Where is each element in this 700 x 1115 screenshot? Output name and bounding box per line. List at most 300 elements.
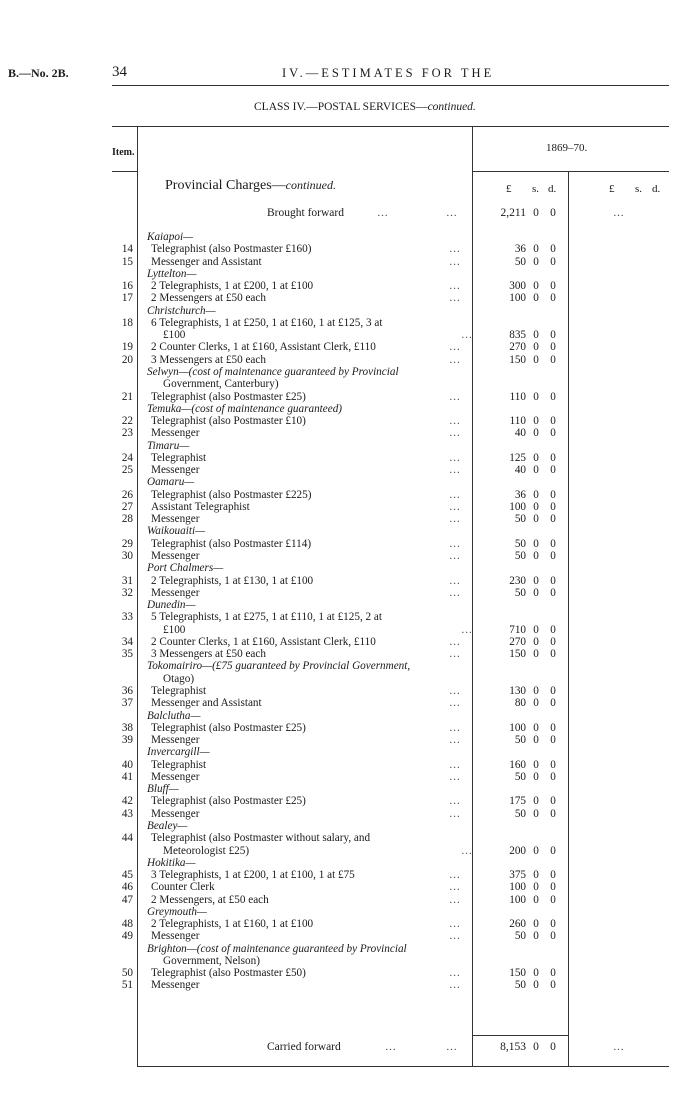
dot-leaders: … [449,292,462,305]
amount-shillings: 0 [533,574,539,587]
dot-leaders: … [449,464,462,477]
carried-forward-shillings: 0 [533,1041,539,1053]
item-description [151,415,469,428]
brought-forward-amount: 2,211 [500,207,526,219]
station-heading [147,366,465,379]
table-row [0,967,700,980]
class-subtitle-text: CLASS IV.—POSTAL SERVICES— [254,101,428,113]
dot-leaders: … [449,537,462,550]
item-description [151,256,469,269]
station-heading-row [0,820,700,833]
amount-pence: 0 [550,734,556,747]
station-heading-row [0,305,700,318]
item-description-text: Telegraphist [151,451,207,464]
amount-pounds: 100 [509,500,526,513]
item-description-text: Messenger [151,979,200,992]
station-heading-row [0,231,700,244]
table-row [0,918,700,931]
amount-shillings: 0 [533,770,539,783]
item-number: 26 [121,488,133,501]
item-number: 16 [121,280,133,293]
item-description [151,869,469,882]
item-description-text: 3 Telegraphists, 1 at £200, 1 at £100, 1 at £75 [151,869,355,882]
year-header: 1869–70. [546,142,588,154]
amount-pence: 0 [550,329,556,342]
amount-pence: 0 [550,869,556,882]
amount-shillings: 0 [533,930,539,943]
item-description [151,427,469,440]
dot-leaders: … [449,488,462,501]
carried-forward-label: Carried forward [267,1041,341,1053]
item-description-text: Greymouth— [147,905,207,918]
amount-pounds: 710 [509,623,526,636]
table-row [0,930,700,943]
amount-pounds: 270 [509,341,526,354]
item-description [163,378,481,391]
dot-leaders: … [449,574,462,587]
amount-shillings: 0 [533,697,539,710]
amount-pence: 0 [550,770,556,783]
amount-pence: 0 [550,280,556,293]
amount-pence: 0 [550,427,556,440]
item-description-text: Kaiapoi— [147,231,194,243]
amount-pence: 0 [550,488,556,501]
item-description-text: Telegraphist (also Postmaster £114) [151,537,312,550]
amount-pence: 0 [550,537,556,550]
item-description [163,673,481,686]
brought-forward-shillings: 0 [533,207,539,219]
brought-forward-leader: … [377,207,389,219]
amount-pence: 0 [550,918,556,931]
amount-shillings: 0 [533,427,539,440]
table-row [0,329,700,342]
amount-shillings: 0 [533,537,539,550]
item-description-text: Otago) [163,672,195,685]
table-row [0,243,700,256]
amount-pounds: 36 [514,243,526,256]
dot-leaders: … [449,684,462,697]
table-row [0,354,700,367]
dot-leaders: … [449,586,462,599]
pence-col-header: d. [548,183,557,195]
station-heading-row [0,403,700,416]
amount-shillings: 0 [533,586,539,599]
item-description-text: Telegraphist (also Postmaster without salary, and [151,832,371,845]
item-description [151,611,469,624]
amount-pence: 0 [550,255,556,268]
dot-leaders: … [449,734,462,747]
item-description-text: Brighton—(cost of maintenance guaranteed by Provincial [147,942,407,955]
item-number: 40 [121,758,133,771]
amount-pounds: 375 [509,869,526,882]
table-row [0,734,700,747]
amount-pence: 0 [550,795,556,808]
item-description [163,845,481,858]
item-description-text: 2 Messengers, at £50 each [151,893,269,906]
table-row [0,832,700,845]
amount-shillings: 0 [533,341,539,354]
station-heading [147,231,465,244]
item-description-text: Telegraphist (also Postmaster £25) [151,390,306,403]
amount-pounds: 50 [514,537,526,550]
item-description [151,575,469,588]
item-number: 15 [121,255,133,268]
section-heading-text: Provincial Charges— [165,178,286,193]
amount-pounds: 150 [509,967,526,980]
amount-shillings: 0 [533,893,539,906]
station-heading-row [0,440,700,453]
item-number: 17 [121,292,133,305]
item-description [151,759,469,772]
item-description [151,930,469,943]
item-description [151,648,469,661]
item-number: 21 [121,390,133,403]
item-number: 33 [121,611,133,624]
amount-shillings: 0 [533,648,539,661]
station-heading-row [0,660,700,673]
item-description [151,918,469,931]
table-row [0,979,700,992]
carried-forward-amount: 8,153 [500,1041,526,1053]
amount-pence: 0 [550,623,556,636]
item-description-text: Bluff— [147,783,179,796]
amount-pence: 0 [550,684,556,697]
table-row [0,685,700,698]
dot-leaders: … [449,881,462,894]
table-row [0,845,700,858]
amount-shillings: 0 [533,795,539,808]
item-description-text: Messenger and Assistant [151,255,262,268]
item-description-text: Telegraphist (also Postmaster £160) [151,243,312,256]
pence-col-header-2: d. [652,183,661,195]
amount-shillings: 0 [533,684,539,697]
amount-pence: 0 [550,758,556,771]
table-row [0,550,700,563]
item-number: 45 [121,869,133,882]
item-description-text: Waikouaiti— [147,525,206,538]
table-row [0,869,700,882]
item-description [151,685,469,698]
item-description-text: 2 Telegraphists, 1 at £130, 1 at £100 [151,574,314,587]
item-description-text: 2 Telegraphists, 1 at £200, 1 at £100 [151,280,314,293]
class-subtitle-cont: continued. [427,101,476,113]
amount-pounds: 50 [514,586,526,599]
table-row [0,341,700,354]
table-row [0,415,700,428]
carried-forward-leader: … [446,1041,458,1053]
amount-pounds: 150 [509,648,526,661]
item-description-text: Messenger [151,734,200,747]
item-number: 47 [121,893,133,906]
amount-pence: 0 [550,893,556,906]
amount-pence: 0 [550,930,556,943]
dot-leaders: … [449,513,462,526]
amount-pence: 0 [550,721,556,734]
item-description-text: Messenger [151,550,200,563]
item-description-text: 5 Telegraphists, 1 at £275, 1 at £110, 1 at £125, 2 at [151,611,383,624]
amount-pence: 0 [550,500,556,513]
station-heading-row [0,599,700,612]
item-description [151,734,469,747]
item-description [151,513,469,526]
table-row [0,636,700,649]
amount-pounds: 130 [509,684,526,697]
brought-forward-leader-2: … [613,207,625,219]
dot-leaders: … [449,807,462,820]
amount-shillings: 0 [533,881,539,894]
dot-leaders: … [449,550,462,563]
item-description-text: Telegraphist (also Postmaster £225) [151,488,312,501]
amount-shillings: 0 [533,758,539,771]
item-description-text: Messenger [151,513,200,526]
dot-leaders: … [449,427,462,440]
station-heading-row [0,525,700,538]
item-description-text: Messenger [151,930,200,943]
item-description-text: Christchurch— [147,304,216,317]
amount-pence: 0 [550,807,556,820]
amount-pence: 0 [550,881,556,894]
table-row [0,427,700,440]
amount-pounds: 150 [509,353,526,366]
table-row [0,464,700,477]
item-number: 27 [121,500,133,513]
amount-shillings: 0 [533,635,539,648]
page-number: 34 [112,64,127,80]
amount-pence: 0 [550,390,556,403]
item-number: 18 [121,316,133,329]
table-row [0,513,700,526]
item-column-header: Item. [112,147,135,158]
item-description-text: Timaru— [147,439,190,452]
dot-leaders: … [449,390,462,403]
amount-pence: 0 [550,341,556,354]
page-reference: B.—No. 2B. [8,66,69,80]
station-heading [147,710,465,723]
amount-pounds: 835 [509,329,526,342]
item-description-text: Tokomairiro—(£75 guaranteed by Provincial Government, [147,660,411,673]
amount-pounds: 50 [514,513,526,526]
table-row [0,501,700,514]
item-number: 29 [121,537,133,550]
table-row [0,489,700,502]
amount-shillings: 0 [533,329,539,342]
item-description [151,722,469,735]
station-heading [147,599,465,612]
item-description-text: Dunedin— [147,599,196,612]
amount-pounds: 160 [509,758,526,771]
brought-forward-pence: 0 [550,207,556,219]
amount-shillings: 0 [533,255,539,268]
item-number: 38 [121,721,133,734]
item-description-text: Messenger [151,586,200,599]
item-description [151,464,469,477]
dot-leaders: … [461,623,474,636]
item-number: 36 [121,684,133,697]
item-description-text: Messenger and Assistant [151,697,262,710]
station-heading [147,268,465,281]
amount-shillings: 0 [533,979,539,992]
item-description-text: Oamaru— [147,476,195,489]
amount-pounds: 270 [509,635,526,648]
item-description-text: Messenger [151,770,200,783]
item-description-text: 2 Counter Clerks, 1 at £160, Assistant Clerk, £110 [151,341,376,354]
item-number: 37 [121,697,133,710]
item-description [151,808,469,821]
dot-leaders: … [449,930,462,943]
dot-leaders: … [449,721,462,734]
table-row [0,673,700,686]
table-row [0,894,700,907]
amount-pounds: 50 [514,255,526,268]
item-description-text: 6 Telegraphists, 1 at £250, 1 at £160, 1 at £125, 3 at [151,316,383,329]
item-description-text: Selwyn—(cost of maintenance guaranteed by Provincial [147,365,399,378]
item-description-text: £100 [163,329,186,342]
item-description [151,795,469,808]
item-description [151,894,469,907]
item-description [151,341,469,354]
item-description-text: 3 Messengers at £50 each [151,648,266,661]
amount-pence: 0 [550,243,556,256]
dot-leaders: … [449,697,462,710]
item-description [151,501,469,514]
dot-leaders: … [449,918,462,931]
amount-pence: 0 [550,353,556,366]
item-number: 28 [121,513,133,526]
amount-shillings: 0 [533,807,539,820]
amount-pounds: 100 [509,292,526,305]
item-number: 46 [121,881,133,894]
station-heading [147,476,465,489]
amount-pence: 0 [550,513,556,526]
item-number: 39 [121,734,133,747]
amount-pounds: 100 [509,881,526,894]
table-row [0,317,700,330]
dot-leaders: … [449,280,462,293]
station-heading [147,820,465,833]
item-number: 50 [121,967,133,980]
station-heading [147,857,465,870]
dot-leaders: … [449,415,462,428]
station-heading [147,943,465,956]
item-description [151,452,469,465]
station-heading [147,525,465,538]
item-number: 41 [121,770,133,783]
amount-pounds: 100 [509,721,526,734]
item-description-text: 3 Messengers at £50 each [151,353,266,366]
item-description-text: Government, Canterbury) [163,378,279,391]
item-number: 30 [121,550,133,563]
amount-pounds: 50 [514,770,526,783]
dot-leaders: … [449,979,462,992]
item-number: 31 [121,574,133,587]
dot-leaders: … [449,353,462,366]
item-number: 42 [121,795,133,808]
table-row [0,538,700,551]
amount-pence: 0 [550,844,556,857]
item-description-text: Meteorologist £25) [163,844,250,857]
table-row [0,759,700,772]
amount-pence: 0 [550,451,556,464]
carried-forward-pence: 0 [550,1041,556,1053]
item-description [151,881,469,894]
item-number: 48 [121,918,133,931]
station-heading [147,305,465,318]
item-description [151,979,469,992]
station-heading-row [0,476,700,489]
item-number: 32 [121,586,133,599]
amount-shillings: 0 [533,353,539,366]
dot-leaders: … [449,770,462,783]
item-description-text: Invercargill— [147,746,210,759]
item-description-text: 2 Telegraphists, 1 at £160, 1 at £100 [151,918,314,931]
item-description-text: Telegraphist [151,684,207,697]
station-heading [147,440,465,453]
amount-shillings: 0 [533,844,539,857]
item-description [151,243,469,256]
item-description-text: Hokitika— [147,856,196,869]
item-description-text: Temuka—(cost of maintenance guaranteed) [147,402,343,415]
page-title: IV.—ESTIMATES FOR THE [282,66,495,80]
station-heading [147,746,465,759]
item-description-text: Bealey— [147,819,188,832]
item-description-text: Messenger [151,807,200,820]
table-row [0,624,700,637]
item-description [151,967,469,980]
dot-leaders: … [449,758,462,771]
table-row [0,771,700,784]
item-number: 43 [121,807,133,820]
amount-pounds: 50 [514,979,526,992]
brought-forward-label: Brought forward [267,207,344,219]
station-heading-row [0,906,700,919]
station-heading-row [0,943,700,956]
pound-col-header-2: £ [609,183,615,195]
item-number: 14 [121,243,133,256]
table-row [0,611,700,624]
item-description [151,489,469,502]
item-description-text: Telegraphist [151,758,207,771]
item-description [151,354,469,367]
amount-shillings: 0 [533,869,539,882]
station-heading-row [0,562,700,575]
amount-pounds: 50 [514,807,526,820]
item-description-text: Telegraphist (also Postmaster £10) [151,415,306,428]
dot-leaders: … [449,648,462,661]
item-description-text: Messenger [151,464,200,477]
item-description-text: Telegraphist (also Postmaster £50) [151,967,306,980]
dot-leaders: … [461,844,474,857]
amount-shillings: 0 [533,500,539,513]
item-description [151,292,469,305]
dot-leaders: … [449,255,462,268]
dot-leaders: … [449,243,462,256]
item-description [151,587,469,600]
item-description [151,550,469,563]
amount-pounds: 110 [509,415,526,428]
amount-pounds: 260 [509,918,526,931]
amount-pounds: 40 [514,464,526,477]
station-heading [147,906,465,919]
amount-pounds: 200 [509,844,526,857]
item-number: 23 [121,427,133,440]
item-description-text: Assistant Telegraphist [151,500,250,513]
item-description-text: Counter Clerk [151,881,215,894]
station-heading [147,562,465,575]
item-number: 44 [121,832,133,845]
dot-leaders: … [449,967,462,980]
item-description [151,391,469,404]
station-heading-row [0,268,700,281]
